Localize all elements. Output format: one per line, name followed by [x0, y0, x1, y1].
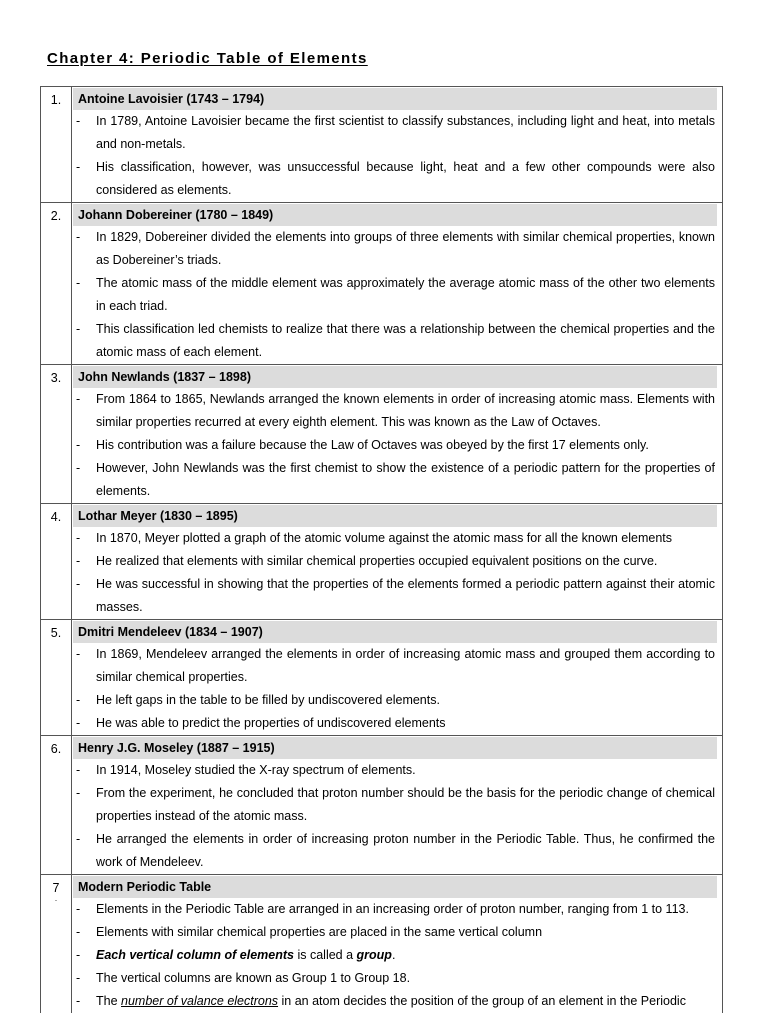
section-number — [41, 365, 72, 503]
list-item — [72, 272, 717, 318]
bullet-text: In 1829, Dobereiner divided the elements into groups of three elements with similar chemical properties, known as Dobereiner’s triads. — [96, 230, 715, 267]
bullet-text: In 1870, Meyer plotted a graph of the atomic volume against the atomic mass for all the known elements — [96, 531, 673, 545]
list-item — [72, 712, 717, 735]
bullet-dash: - — [76, 160, 81, 174]
section-number — [41, 87, 72, 202]
bullet-text: He was able to predict the properties of undiscovered elements — [96, 716, 446, 730]
list-item — [72, 434, 717, 457]
bullet-text: However, John Newlands was the first chemist to show the existence of a periodic pattern for the properties of elements. — [96, 461, 715, 498]
page-title: Chapter 4: Periodic Table of Elements — [47, 50, 368, 67]
section-heading: Dmitri Mendeleev (1834 – 1907) — [73, 621, 717, 643]
plain-text: The — [96, 994, 122, 1008]
section-heading: Antoine Lavoisier (1743 – 1794) — [73, 88, 717, 110]
section-number-text: 4. — [50, 510, 62, 524]
bullet-text: The atomic mass of the middle element was approximately the average atomic mass of the other two elements in each triad. — [96, 276, 715, 313]
section-heading: Johann Dobereiner (1780 – 1849) — [73, 204, 717, 226]
bullet-dash: - — [76, 693, 81, 707]
bullet-text: He left gaps in the table to be filled by undiscovered elements. — [96, 693, 440, 707]
bullet-text: He arranged the elements in order of increasing proton number in the Periodic Table. Thus, he confirmed the work of Mendeleev. — [96, 832, 715, 869]
section-row — [41, 203, 722, 365]
bullet-text: Elements in the Periodic Table are arranged in an increasing order of proton number, ranging from 1 to 113. — [96, 902, 689, 916]
section-row — [41, 620, 722, 736]
bullet-text: The vertical columns are known as Group 1 to Group 18. — [96, 971, 411, 985]
bullet-dash: - — [76, 461, 81, 475]
section-number-text: 7 — [52, 881, 60, 895]
section-content — [72, 87, 722, 202]
section-heading: John Newlands (1837 – 1898) — [73, 366, 717, 388]
bullet-text: His contribution was a failure because the Law of Octaves was obeyed by the first 17 elements only. — [96, 438, 649, 452]
section-number-text: 5. — [50, 626, 62, 640]
bullet-dash: - — [76, 554, 81, 568]
section-number-text: 1. — [50, 93, 62, 107]
list-item — [72, 944, 717, 967]
bullet-dash: - — [76, 786, 81, 800]
list-item — [72, 921, 717, 944]
section-number — [41, 736, 72, 874]
section-content — [72, 365, 722, 503]
list-item — [72, 156, 717, 202]
section-number — [41, 620, 72, 735]
list-item — [72, 759, 717, 782]
section-content — [72, 504, 722, 619]
section-content — [72, 620, 722, 735]
list-item — [72, 527, 717, 550]
list-item — [72, 967, 717, 990]
section-number-suffix: · — [54, 895, 58, 905]
list-item — [72, 782, 717, 828]
section-row — [41, 504, 722, 620]
emphasis-text: Each vertical column of elements — [96, 948, 294, 962]
section-row — [41, 875, 722, 1013]
emphasis-text: group — [356, 948, 392, 962]
section-number-text: 2. — [50, 209, 62, 223]
list-item — [72, 898, 717, 921]
bullet-text: His classification, however, was unsuccessful because light, heat and a few other compounds were also considered as elements. — [96, 160, 715, 197]
plain-text: . — [391, 948, 396, 962]
section-content — [72, 203, 722, 364]
bullet-dash: - — [76, 322, 81, 336]
bullet-text: Elements with similar chemical properties are placed in the same vertical column — [96, 925, 543, 939]
section-row — [41, 736, 722, 875]
bullet-text — [96, 944, 717, 967]
section-number-text: 3. — [50, 371, 62, 385]
bullet-dash: - — [76, 230, 81, 244]
plain-text: in an atom decides the position of the group of an element in the Periodic — [278, 994, 686, 1008]
section-heading: Modern Periodic Table — [73, 876, 717, 898]
bullet-dash: - — [76, 832, 81, 846]
plain-text: is called a — [294, 948, 357, 962]
bullet-text: In 1869, Mendeleev arranged the elements in order of increasing atomic mass and grouped them according to similar chemical properties. — [96, 647, 715, 684]
list-item — [72, 573, 717, 619]
bullet-dash: - — [76, 925, 81, 939]
bullet-dash: - — [76, 531, 81, 545]
bullet-text: In 1914, Moseley studied the X-ray spectrum of elements. — [96, 763, 416, 777]
bullet-text — [96, 990, 717, 1013]
section-heading: Henry J.G. Moseley (1887 – 1915) — [73, 737, 717, 759]
section-content — [72, 875, 722, 1013]
bullet-dash: - — [76, 438, 81, 452]
bullet-dash: - — [76, 994, 81, 1008]
bullet-dash: - — [76, 971, 81, 985]
list-item — [72, 828, 717, 874]
section-number-text: 6. — [50, 742, 62, 756]
bullet-dash: - — [76, 902, 81, 916]
bullet-text: From the experiment, he concluded that proton number should be the basis for the periodic change of chemical properties instead of the atomic mass. — [96, 786, 715, 823]
bullet-text: From 1864 to 1865, Newlands arranged the known elements in order of increasing atomic mass. Elements with similar properties recurred at every eighth element. This was known as the Law of Octaves. — [96, 392, 715, 429]
bullet-text: He was successful in showing that the properties of the elements formed a periodic pattern against their atomic masses. — [96, 577, 715, 614]
list-item — [72, 110, 717, 156]
section-heading: Lothar Meyer (1830 – 1895) — [73, 505, 717, 527]
section-row — [41, 87, 722, 203]
bullet-dash: - — [76, 577, 81, 591]
bullet-dash: - — [76, 948, 81, 962]
section-content — [72, 736, 722, 874]
list-item — [72, 388, 717, 434]
section-number — [41, 203, 72, 364]
section-row — [41, 365, 722, 504]
list-item — [72, 318, 717, 364]
bullet-dash: - — [76, 763, 81, 777]
bullet-text: This classification led chemists to realize that there was a relationship between the chemical properties and the atomic mass of each element. — [96, 322, 715, 359]
bullet-dash: - — [76, 114, 81, 128]
list-item — [72, 990, 717, 1013]
bullet-dash: - — [76, 392, 81, 406]
bullet-dash: - — [76, 276, 81, 290]
section-number — [41, 504, 72, 619]
bullet-text: He realized that elements with similar chemical properties occupied equivalent positions on the curve. — [96, 554, 658, 568]
list-item — [72, 457, 717, 503]
bullet-dash: - — [76, 647, 81, 661]
underlined-text: number of valance electrons — [121, 994, 279, 1008]
list-item — [72, 689, 717, 712]
list-item — [72, 550, 717, 573]
timeline-table — [40, 86, 723, 1013]
bullet-text: In 1789, Antoine Lavoisier became the first scientist to classify substances, including light and heat, into metals and non-metals. — [96, 114, 715, 151]
list-item — [72, 643, 717, 689]
list-item — [72, 226, 717, 272]
bullet-dash: - — [76, 716, 81, 730]
section-number — [41, 875, 72, 1013]
